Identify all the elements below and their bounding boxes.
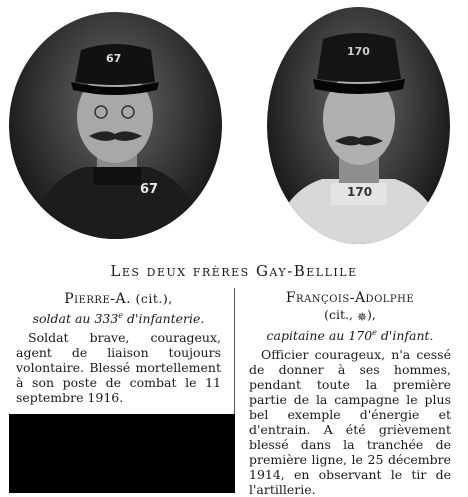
citation-open: (cit., xyxy=(324,307,357,322)
left-column xyxy=(16,290,221,405)
citation-text: Soldat brave, courageux, agent de liaison toujours volontaire. Blessé mortellement à son poste de combat le 11 septembre 1916. xyxy=(16,330,221,406)
rank-line xyxy=(16,308,221,327)
rank-ordinal-sup: e xyxy=(372,328,377,337)
right-column xyxy=(249,290,451,497)
collar-number: 67 xyxy=(140,182,159,197)
person-name: Pierre-A. xyxy=(64,291,132,307)
person-name: François-Adolphe xyxy=(285,290,415,306)
rank-prefix: soldat au xyxy=(32,311,95,327)
rank-ordinal-sup: e xyxy=(118,311,124,320)
rank-line xyxy=(249,325,451,344)
kepi-number: 67 xyxy=(106,52,122,65)
rank-ordinal: 333 xyxy=(94,311,119,327)
rank-prefix: capitaine au xyxy=(266,328,349,344)
portrait-pierre xyxy=(9,12,222,239)
portrait-francois-image xyxy=(267,7,450,244)
citation-line xyxy=(249,307,451,325)
redaction-box xyxy=(9,414,235,493)
citation-close: ), xyxy=(367,307,376,322)
caption-title: Les deux frères Gay-Bellile xyxy=(110,262,358,280)
rank-suffix: d'infanterie. xyxy=(123,311,205,327)
collar-number: 170 xyxy=(347,185,373,199)
legion-honour-star-icon: ✵ xyxy=(356,310,368,324)
rank-ordinal: 170 xyxy=(348,328,373,344)
rank-suffix: d'infant. xyxy=(376,328,434,344)
name-line xyxy=(16,290,221,308)
kepi-number: 170 xyxy=(347,45,370,58)
citation-text: Officier courageux, n'a cessé de donner à ses hommes, pendant toute la première partie de la campagne le plus bel exemple d'énergie et d'entrain. A été grièvement blessé dans la tranchée de première ligne, le 25 décembre 1914, en observant le tir de l'artillerie. xyxy=(249,347,451,497)
portrait-francois xyxy=(267,7,450,244)
portrait-pierre-image xyxy=(9,12,222,239)
citation: (cit.), xyxy=(131,291,173,306)
